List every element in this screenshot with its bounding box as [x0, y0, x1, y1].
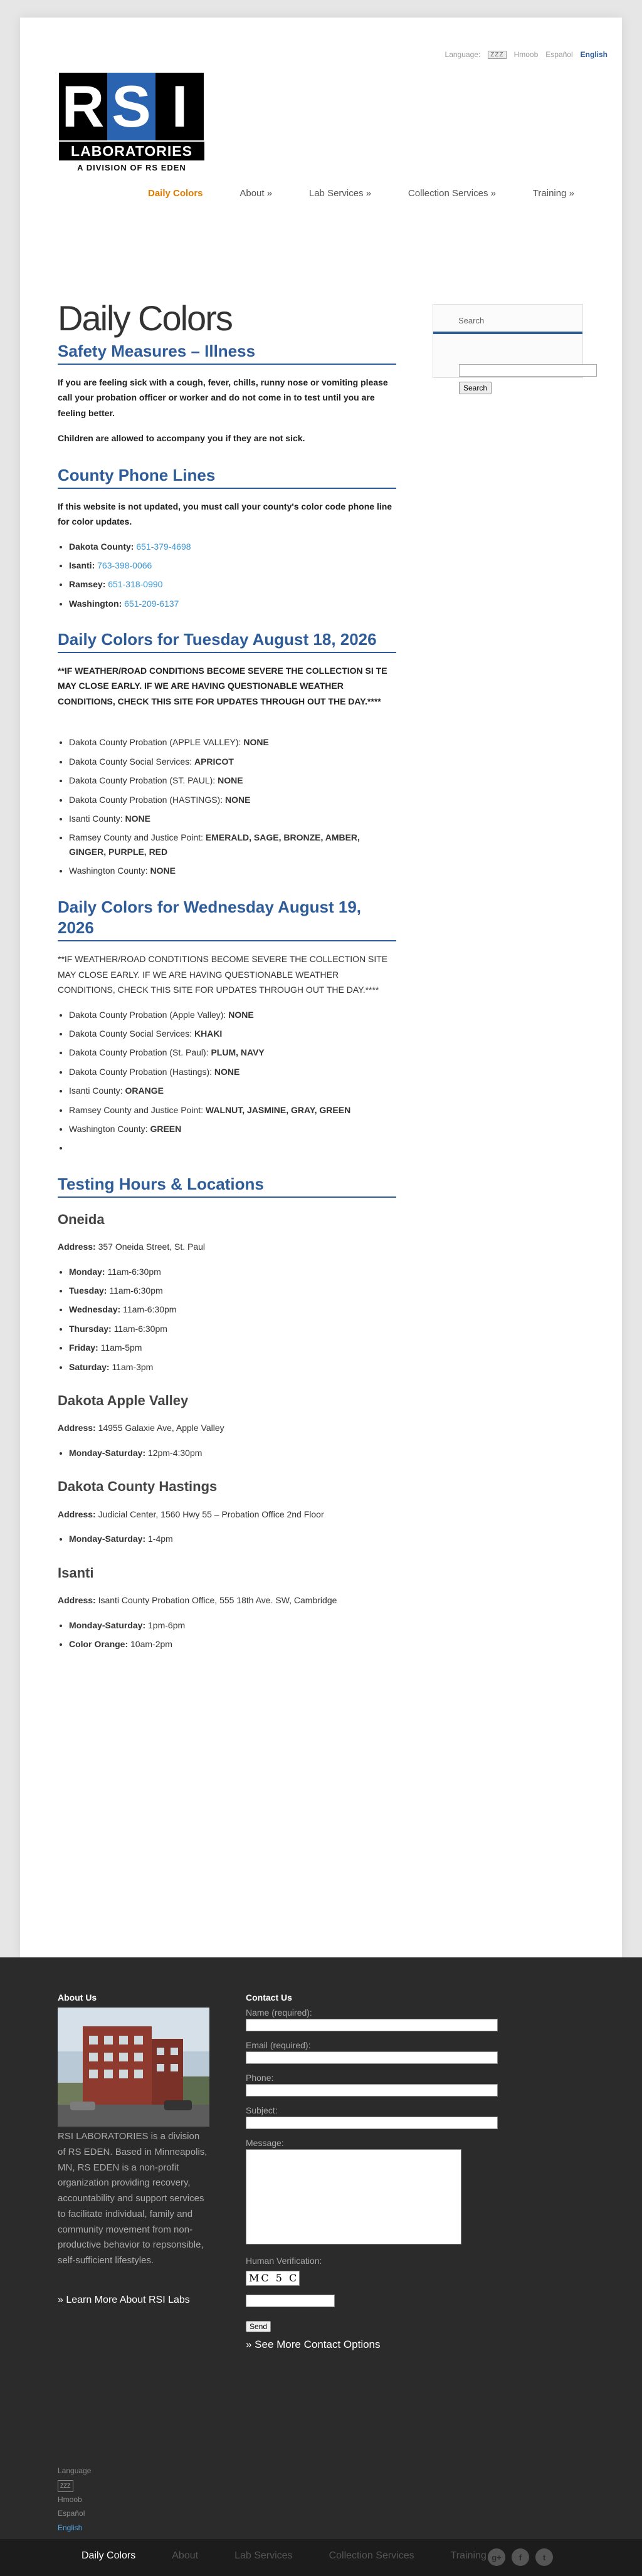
- bottom-nav: [82, 2550, 487, 2562]
- building-photo: [58, 2008, 209, 2127]
- email-label: Email (required):: [246, 2040, 311, 2050]
- verification-label: Human Verification:: [246, 2256, 322, 2266]
- phone-label: Phone:: [246, 2073, 274, 2083]
- footer-about-text: RSI LABORATORIES is a division of RS EDEN. Based in Minneapolis, MN, RS EDEN is a non-profit organization providing recovery, accountability and support services to facilitate individual, family and community movement from non-productive behavior to repsonsible, self-sufficient lifestyles.: [58, 2131, 208, 2266]
- language-label: Language:: [445, 50, 481, 59]
- list-item: • Dakota County Probation (APPLE VALLEY): NONE: [69, 735, 396, 749]
- safety-heading: Safety Measures – Illness: [58, 341, 396, 365]
- list-item: • Wednesday: 11am-6:30pm: [69, 1302, 396, 1316]
- nav-about[interactable]: About »: [239, 188, 273, 199]
- list-item: • Color Orange: 10am-2pm: [69, 1637, 396, 1651]
- list-item: • Dakota County Probation (ST. PAUL): NONE: [69, 773, 396, 787]
- twitter-icon[interactable]: t: [535, 2548, 553, 2566]
- language-flag-icon[interactable]: ZZZ: [488, 51, 506, 59]
- location-apple-valley-name: Dakota Apple Valley: [58, 1392, 189, 1408]
- county-phones-heading: County Phone Lines: [58, 465, 396, 489]
- footer-language-switcher: [58, 2464, 91, 2535]
- testing-heading: Testing Hours & Locations: [58, 1174, 396, 1198]
- google-plus-icon[interactable]: g+: [488, 2548, 505, 2566]
- location-hastings-name: Dakota County Hastings: [58, 1479, 218, 1495]
- list-item: • Dakota County Social Services: APRICOT: [69, 755, 396, 768]
- location-address: Address: 14955 Galaxie Ave, Apple Valley: [58, 1423, 224, 1433]
- list-item: • Washington County: NONE: [69, 864, 396, 877]
- county-phones-list: [58, 540, 396, 611]
- logo-letter-r: R: [59, 73, 107, 140]
- footer-language-english[interactable]: English: [58, 2523, 83, 2533]
- list-item: • Dakota County Probation (Hastings): NONE: [69, 1065, 396, 1079]
- logo-letter-i: I: [155, 73, 204, 140]
- page-title: Daily Colors: [58, 298, 232, 338]
- list-item: • Monday-Saturday: 1pm-6pm: [69, 1618, 396, 1632]
- list-item: • Saturday: 11am-3pm: [69, 1360, 396, 1374]
- list-item: • Isanti: 763-398-0066: [69, 558, 396, 572]
- footer-contact-form: [246, 1992, 509, 2351]
- footer-about: [58, 1992, 209, 2306]
- phone-link[interactable]: 763-398-0066: [97, 560, 152, 570]
- wednesday-heading: Daily Colors for Wednesday August 19, 2026: [58, 897, 396, 942]
- name-field[interactable]: [246, 2019, 498, 2031]
- location-oneida-name: Oneida: [58, 1211, 105, 1227]
- list-item: • Tuesday: 11am-6:30pm: [69, 1284, 396, 1297]
- list-item: • Isanti County: NONE: [69, 812, 396, 825]
- hours-list: [58, 1446, 396, 1460]
- location-isanti-name: Isanti: [58, 1564, 94, 1581]
- tuesday-colors-list: [58, 735, 396, 877]
- search-input[interactable]: [459, 364, 597, 377]
- nav-training[interactable]: Training »: [532, 188, 574, 199]
- email-field[interactable]: [246, 2051, 498, 2064]
- nav-collection-services[interactable]: Collection Services »: [408, 188, 496, 199]
- send-button[interactable]: Send: [246, 2321, 271, 2332]
- location-address: Address: Isanti County Probation Office, 555 18th Ave. SW, Cambridge: [58, 1595, 337, 1606]
- phone-field[interactable]: [246, 2084, 498, 2097]
- footer-about-heading: About Us: [58, 1992, 97, 2003]
- footer-language-hmoob[interactable]: Hmoob: [58, 2495, 82, 2504]
- tuesday-notice: **IF WEATHER/ROAD CONDITIONS BECOME SEVERE THE COLLECTION SI TE MAY CLOSE EARLY. IF WE ARE HAVING QUESTIONABLE WEATHER CONDITIONS, CHECK THIS SITE FOR UPDATES THROUGH OUT THE DAY.****: [58, 665, 387, 706]
- list-item: • Dakota County Probation (HASTINGS): NONE: [69, 793, 396, 807]
- list-item: • Washington: 651-209-6137: [69, 597, 396, 610]
- search-widget-title: Search: [433, 305, 582, 334]
- hours-list: [58, 1532, 396, 1546]
- list-item: • Dakota County Probation (St. Paul): PLUM, NAVY: [69, 1045, 396, 1059]
- location-address: Address: Judicial Center, 1560 Hwy 55 – Probation Office 2nd Floor: [58, 1509, 324, 1519]
- captcha-image: MC 5 C: [246, 2271, 300, 2286]
- subject-field[interactable]: [246, 2117, 498, 2129]
- list-item: • Monday-Saturday: 12pm-4:30pm: [69, 1446, 396, 1460]
- bottom-nav-training[interactable]: Training: [450, 2550, 487, 2561]
- county-phones-intro: If this website is not updated, you must call your county's color code phone line for color updates.: [58, 501, 392, 527]
- more-contact-link[interactable]: » See More Contact Options: [246, 2338, 381, 2350]
- list-item: • Dakota County Social Services: KHAKI: [69, 1027, 396, 1040]
- language-english-link[interactable]: English: [580, 50, 608, 59]
- social-links: [488, 2548, 553, 2566]
- list-item-empty: [69, 1141, 396, 1154]
- main-nav: [148, 188, 574, 199]
- list-item: • Ramsey County and Justice Point: EMERALD, SAGE, BRONZE, AMBER, GINGER, PURPLE, RED: [69, 830, 396, 859]
- bottom-nav-about[interactable]: About: [172, 2550, 199, 2561]
- footer-contact-heading: Contact Us: [246, 1992, 292, 2003]
- safety-paragraph: If you are feeling sick with a cough, fever, chills, runny nose or vomiting please call your probation officer or worker and do not come in to test until you are feeling better.: [58, 377, 388, 418]
- search-button[interactable]: Search: [459, 382, 492, 394]
- logo-laboratories: LABORATORIES: [59, 142, 204, 160]
- language-bar: [445, 50, 608, 59]
- facebook-icon[interactable]: f: [512, 2548, 529, 2566]
- children-paragraph: Children are allowed to accompany you if they are not sick.: [58, 433, 305, 444]
- subject-label: Subject:: [246, 2105, 278, 2115]
- bottom-nav-collection-services[interactable]: Collection Services: [329, 2550, 414, 2561]
- footer-language-flag-icon[interactable]: ZZZ: [58, 2480, 73, 2492]
- phone-link[interactable]: 651-318-0990: [108, 579, 163, 590]
- language-hmoob-link[interactable]: Hmoob: [513, 50, 539, 59]
- phone-link[interactable]: 651-209-6137: [124, 598, 179, 609]
- list-item: • Thursday: 11am-6:30pm: [69, 1322, 396, 1336]
- captcha-input[interactable]: [246, 2295, 335, 2307]
- list-item: • Ramsey: 651-318-0990: [69, 577, 396, 591]
- list-item: • Washington County: GREEN: [69, 1122, 396, 1136]
- nav-lab-services[interactable]: Lab Services »: [308, 188, 372, 199]
- list-item: • Dakota County: 651-379-4698: [69, 540, 396, 553]
- name-label: Name (required):: [246, 2008, 312, 2018]
- bottom-nav-lab-services[interactable]: Lab Services: [234, 2550, 293, 2561]
- language-espanol-link[interactable]: Español: [545, 50, 573, 59]
- bottom-nav-daily-colors[interactable]: Daily Colors: [82, 2550, 136, 2561]
- list-item: • Isanti County: ORANGE: [69, 1084, 396, 1097]
- list-item: • Monday-Saturday: 1-4pm: [69, 1532, 396, 1546]
- list-item: • Friday: 11am-5pm: [69, 1341, 396, 1354]
- list-item: • Dakota County Probation (Apple Valley): NONE: [69, 1008, 396, 1022]
- footer-language-label: Language: [58, 2466, 92, 2475]
- wednesday-notice: **IF WEATHER/ROAD CONDTITIONS BECOME SEVERE THE COLLECTION SITE MAY CLOSE EARLY. IF WE ARE HAVING QUESTIONABLE WEATHER CONDITIONS, CHECK THIS SITE FOR UPDATES THROUGH OUT THE DAY.****: [58, 954, 388, 995]
- hours-list: [58, 1265, 396, 1374]
- location-address: Address: 357 Oneida Street, St. Paul: [58, 1242, 206, 1252]
- bottom-bar: [0, 2539, 642, 2576]
- hours-list: [58, 1618, 396, 1652]
- list-item: • Monday: 11am-6:30pm: [69, 1265, 396, 1279]
- wednesday-colors-list: [58, 1008, 396, 1155]
- message-label: Message:: [246, 2138, 284, 2148]
- message-textarea[interactable]: [246, 2149, 461, 2244]
- footer: [0, 1957, 642, 2550]
- tuesday-heading: Daily Colors for Tuesday August 18, 2026: [58, 629, 396, 653]
- footer-language-espanol[interactable]: Español: [58, 2509, 85, 2518]
- nav-daily-colors[interactable]: Daily Colors: [148, 188, 203, 199]
- learn-more-link[interactable]: » Learn More About RSI Labs: [58, 2294, 190, 2305]
- phone-link[interactable]: 651-379-4698: [136, 541, 191, 552]
- list-item: • Ramsey County and Justice Point: WALNUT, JASMINE, GRAY, GREEN: [69, 1103, 396, 1117]
- main-content: [58, 298, 396, 1662]
- logo-letter-s: S: [107, 73, 155, 140]
- rsi-logo[interactable]: [59, 73, 204, 172]
- logo-subtitle: A DIVISION OF RS EDEN: [77, 163, 186, 172]
